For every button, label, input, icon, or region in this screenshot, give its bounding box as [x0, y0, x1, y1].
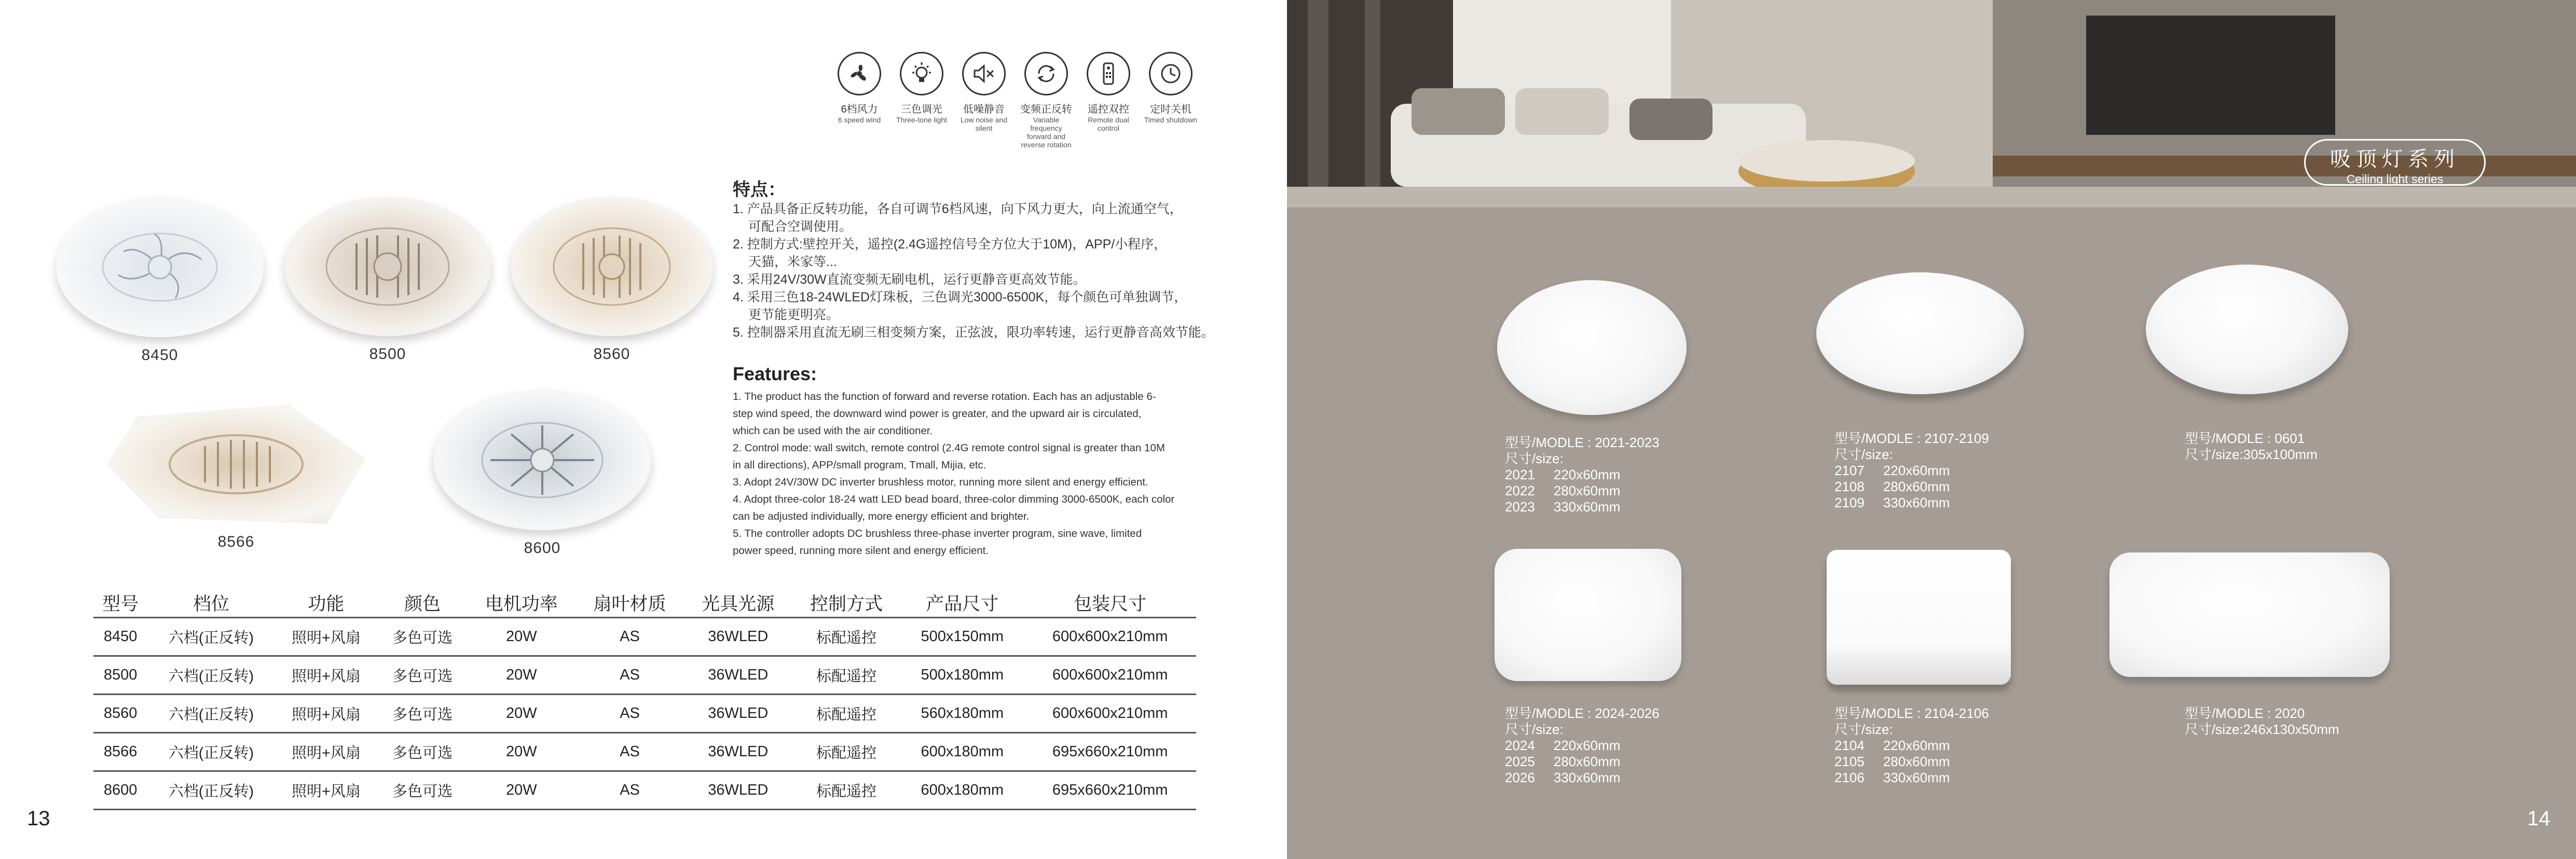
size-code: 2024 — [1505, 738, 1535, 753]
table-header: 扇叶材质 — [576, 589, 684, 617]
size-row — [1505, 738, 1660, 754]
product-8560 — [511, 197, 713, 363]
feature-icon-item — [960, 52, 1008, 149]
table-cell: AS — [576, 732, 684, 771]
size-row — [1834, 463, 1989, 479]
features-cn-line: 3. 采用24V/30W直流变频无刷电机，运行更静音更高效节能。 — [733, 272, 1086, 287]
table-header-row — [93, 589, 1196, 617]
fan-icon — [838, 52, 881, 95]
table-cell: AS — [576, 656, 684, 694]
size-code: 2109 — [1834, 495, 1865, 510]
features-en-line: step wind speed, the downward wind power is greater, and the upward air is circulated, — [733, 408, 1142, 420]
table-cell: 多色可选 — [378, 771, 468, 809]
size-code: 2106 — [1834, 770, 1865, 785]
table-header: 控制方式 — [792, 589, 901, 617]
table-cell: 照明+风扇 — [275, 656, 377, 694]
table-cell: 20W — [467, 694, 576, 732]
table-row — [93, 656, 1196, 694]
ceiling-fan-image — [433, 390, 651, 530]
size-value: 280x60mm — [1883, 754, 1950, 769]
square-ceiling-light-2104 — [1827, 550, 2011, 685]
size-label: 尺寸/size:246x130x50mm — [2185, 722, 2339, 737]
table-cell: 600x600x210mm — [1024, 694, 1196, 732]
features-en-line: 5. The controller adopts DC brushless three-phase inverter program, sine wave, limited — [733, 528, 1142, 539]
rect-ceiling-light-2020 — [2109, 552, 2390, 677]
size-row — [1834, 479, 1989, 495]
table-header: 型号 — [93, 589, 147, 617]
feature-icon-item — [1085, 52, 1132, 149]
table-cell: 六档(正反转) — [147, 694, 275, 732]
features-en-line: in all directions), APP/small program, Tmall, Mijia, etc. — [733, 459, 986, 471]
icon-label-cn: 遥控双控 — [1088, 104, 1129, 115]
table-cell: 六档(正反转) — [147, 771, 275, 809]
series-title-en: Ceiling light series — [2346, 172, 2444, 186]
size-value: 220x60mm — [1883, 738, 1950, 753]
table-cell: 标配遥控 — [792, 617, 901, 656]
table-cell: 多色可选 — [378, 656, 468, 694]
size-label: 尺寸/size: — [1505, 451, 1564, 466]
size-row — [1834, 495, 1989, 511]
size-code: 2104 — [1834, 738, 1865, 753]
table-cell: 20W — [467, 617, 576, 656]
features-cn-line: 2. 控制方式:壁控开关，遥控(2.4G遥控信号全方位大于10M)，APP/小程序， — [733, 237, 1167, 252]
table-header: 档位 — [147, 589, 275, 617]
table-cell: 8566 — [93, 732, 147, 771]
table-cell: 600x180mm — [900, 732, 1024, 771]
table-cell: 36WLED — [684, 771, 792, 809]
size-code: 2022 — [1505, 483, 1535, 498]
size-code: 2107 — [1834, 463, 1865, 478]
features-cn-line: 可配合空调使用。 — [748, 219, 853, 234]
feature-icon-item — [1022, 52, 1070, 149]
table-cell: 六档(正反转) — [147, 732, 275, 771]
table-cell: 8560 — [93, 694, 147, 732]
speaker-mute-icon — [962, 52, 1006, 95]
ceiling-fan-image — [284, 197, 491, 336]
table-cell: 695x660x210mm — [1024, 732, 1196, 771]
table-cell: 600x600x210mm — [1024, 656, 1196, 694]
product-label: 8500 — [369, 345, 406, 363]
table-cell: 标配遥控 — [792, 771, 901, 809]
table-cell: 8500 — [93, 656, 147, 694]
table-row — [93, 771, 1196, 809]
table-header: 功能 — [275, 589, 377, 617]
product-label: 8600 — [524, 539, 561, 557]
model-label: 型号/MODLE : 0601 — [2185, 431, 2305, 446]
features-cn-line: 5. 控制器采用直流无刷三相变频方案，正弦波，限功率转速，运行更静音高效节能。 — [733, 325, 1214, 340]
clock-icon — [1149, 52, 1193, 95]
size-row — [1505, 770, 1660, 786]
table-cell: 照明+风扇 — [275, 617, 377, 656]
series-title-cn: 吸顶灯系列 — [2330, 148, 2460, 171]
icon-label-en: Remote dual control — [1088, 116, 1129, 132]
size-value: 330x60mm — [1883, 770, 1950, 785]
ceiling-fan-image — [511, 197, 713, 336]
table-header: 颜色 — [378, 589, 468, 617]
features-en-list — [733, 388, 1252, 559]
model-label: 型号/MODLE : 2107-2109 — [1834, 431, 1989, 446]
table-cell: 六档(正反转) — [147, 617, 275, 656]
dome-ceiling-light-0601 — [2146, 265, 2348, 394]
round-ceiling-light-2021 — [1497, 280, 1687, 415]
size-row — [1834, 738, 1989, 754]
features-en-line: can be adjusted individually, more energy efficient and brighter. — [733, 510, 1030, 522]
round-ceiling-light-2107 — [1816, 272, 2024, 394]
product-info-0601 — [2185, 431, 2318, 463]
table-cell: 560x180mm — [900, 694, 1024, 732]
table-cell: 36WLED — [684, 656, 792, 694]
features-en-line: 4. Adopt three-color 18-24 watt LED bead board, three-color dimming 3000-6500K, each color — [733, 493, 1175, 505]
square-ceiling-light-2024 — [1495, 549, 1681, 681]
table-cell: 标配遥控 — [792, 694, 901, 732]
product-label: 8566 — [217, 533, 255, 550]
icon-label-en: Low noise and silent — [960, 116, 1008, 132]
table-header: 包装尺寸 — [1024, 589, 1196, 617]
icon-label-cn: 6档风力 — [841, 104, 878, 115]
size-label: 尺寸/size: — [1834, 447, 1893, 462]
table-row — [93, 732, 1196, 771]
features-cn-line: 1. 产品具备正反转功能，各自可调节6档风速，向下风力更大，向上流通空气， — [733, 202, 1183, 216]
icon-label-cn: 低噪静音 — [963, 104, 1005, 115]
table-cell: 多色可选 — [378, 617, 468, 656]
table-cell: 36WLED — [684, 617, 792, 656]
model-label: 型号/MODLE : 2024-2026 — [1505, 705, 1660, 721]
product-8500 — [284, 197, 491, 363]
product-label: 8450 — [141, 347, 179, 364]
table-cell: 照明+风扇 — [275, 694, 377, 732]
size-code: 2105 — [1834, 754, 1865, 769]
table-row — [93, 617, 1196, 656]
table-cell: 标配遥控 — [792, 732, 901, 771]
left-page — [0, 0, 1287, 859]
features-cn-line: 4. 采用三色18-24WLED灯珠板，三色调光3000-6500K，每个颜色可单独调节， — [733, 290, 1187, 304]
series-badge — [2304, 139, 2486, 186]
features-cn-line: 天猫，米家等... — [748, 255, 837, 269]
features-cn-list — [733, 200, 1257, 341]
features-cn-title: 特点： — [733, 180, 786, 200]
product-8566 — [106, 405, 366, 551]
features-en-line: 2. Control mode: wall switch, remote control (2.4G remote control signal is greater than 10M — [733, 442, 1165, 454]
size-label: 尺寸/size: — [1834, 722, 1893, 737]
table-cell: 36WLED — [684, 732, 792, 771]
table-header: 光具光源 — [684, 589, 792, 617]
size-value: 220x60mm — [1883, 463, 1950, 478]
icon-label-cn: 三色调光 — [901, 104, 942, 115]
table-cell: 20W — [467, 732, 576, 771]
icon-label-en: Variable frequency forward and reverse rotation — [1021, 116, 1072, 149]
table-cell: AS — [576, 617, 684, 656]
feature-icon-item — [1144, 52, 1198, 149]
size-value: 280x60mm — [1883, 479, 1950, 494]
table-cell: 500x150mm — [900, 617, 1024, 656]
table-cell: 标配遥控 — [792, 656, 901, 694]
features-en-line: 1. The product has the function of forward and reverse rotation. Each has an adjustable 6- — [733, 391, 1156, 403]
size-value: 280x60mm — [1553, 754, 1621, 769]
icon-label-cn: 变频正反转 — [1020, 104, 1072, 115]
size-value: 330x60mm — [1883, 495, 1950, 510]
size-value: 330x60mm — [1553, 499, 1621, 515]
feature-icons — [835, 52, 1198, 149]
table-cell: 20W — [467, 656, 576, 694]
feature-icon-item — [898, 52, 946, 149]
table-cell: AS — [576, 694, 684, 732]
size-row — [1505, 499, 1660, 515]
table-cell: 照明+风扇 — [275, 771, 377, 809]
size-value: 220x60mm — [1553, 467, 1621, 482]
remote-icon — [1087, 52, 1130, 95]
spec-table — [93, 589, 1196, 810]
table-cell: 600x600x210mm — [1024, 617, 1196, 656]
icon-label-en: 6 speed wind — [838, 116, 881, 124]
table-cell: 8450 — [93, 617, 147, 656]
product-info-2021 — [1505, 435, 1660, 515]
size-code: 2021 — [1505, 467, 1535, 482]
table-cell: AS — [576, 771, 684, 809]
table-header: 电机功率 — [467, 589, 576, 617]
model-label: 型号/MODLE : 2104-2106 — [1834, 705, 1989, 721]
rotation-icon — [1024, 52, 1068, 95]
table-header: 产品尺寸 — [900, 589, 1024, 617]
icon-label-en: Three-tone light — [896, 116, 948, 124]
size-value: 330x60mm — [1553, 770, 1621, 785]
features-cn-line: 更节能更明亮。 — [748, 308, 840, 322]
size-label: 尺寸/size: — [1505, 722, 1564, 737]
table-row — [93, 694, 1196, 732]
size-row — [1834, 754, 1989, 770]
table-cell: 695x660x210mm — [1024, 771, 1196, 809]
right-page — [1287, 0, 2576, 859]
table-cell: 600x180mm — [900, 771, 1024, 809]
features-en-line: 3. Adopt 24V/30W DC inverter brushless motor, running more silent and energy efficient. — [733, 476, 1148, 488]
features-en-line: power speed, running more silent and energy efficient. — [733, 545, 989, 557]
size-code: 2026 — [1505, 770, 1535, 785]
table-cell: 照明+风扇 — [275, 732, 377, 771]
table-cell: 六档(正反转) — [147, 656, 275, 694]
ceiling-fan-image — [56, 197, 264, 337]
size-row — [1834, 770, 1989, 786]
size-code: 2023 — [1505, 499, 1535, 515]
features-en-title: Features: — [733, 363, 817, 384]
table-cell: 36WLED — [684, 694, 792, 732]
table-cell: 多色可选 — [378, 732, 468, 771]
product-info-2020 — [2185, 705, 2339, 738]
feature-icon-item — [835, 52, 883, 149]
features-en-line: which can be used with the air conditioner. — [733, 425, 933, 437]
icon-label-cn: 定时关机 — [1150, 104, 1191, 115]
size-value: 280x60mm — [1553, 483, 1621, 498]
product-info-2104 — [1834, 705, 1989, 786]
size-label: 尺寸/size:305x100mm — [2185, 447, 2318, 462]
size-value: 220x60mm — [1553, 738, 1621, 753]
table-cell: 8600 — [93, 771, 147, 809]
model-label: 型号/MODLE : 2020 — [2185, 705, 2305, 721]
table-cell: 多色可选 — [378, 694, 468, 732]
table-cell: 500x180mm — [900, 656, 1024, 694]
product-label: 8560 — [593, 345, 631, 363]
page-number: 13 — [27, 807, 50, 830]
page-number: 14 — [2527, 807, 2551, 830]
size-code: 2025 — [1505, 754, 1535, 769]
ceiling-fan-image — [106, 405, 366, 524]
icon-label-en: Timed shutdown — [1144, 116, 1198, 124]
product-info-2024 — [1505, 705, 1660, 786]
bulb-icon — [900, 52, 943, 95]
size-row — [1505, 754, 1660, 770]
product-8450 — [56, 197, 264, 364]
model-label: 型号/MODLE : 2021-2023 — [1505, 435, 1660, 450]
product-8600 — [433, 390, 651, 557]
table-cell: 20W — [467, 771, 576, 809]
size-code: 2108 — [1834, 479, 1865, 494]
size-row — [1505, 467, 1660, 483]
size-row — [1505, 483, 1660, 499]
product-info-2107 — [1834, 431, 1989, 511]
